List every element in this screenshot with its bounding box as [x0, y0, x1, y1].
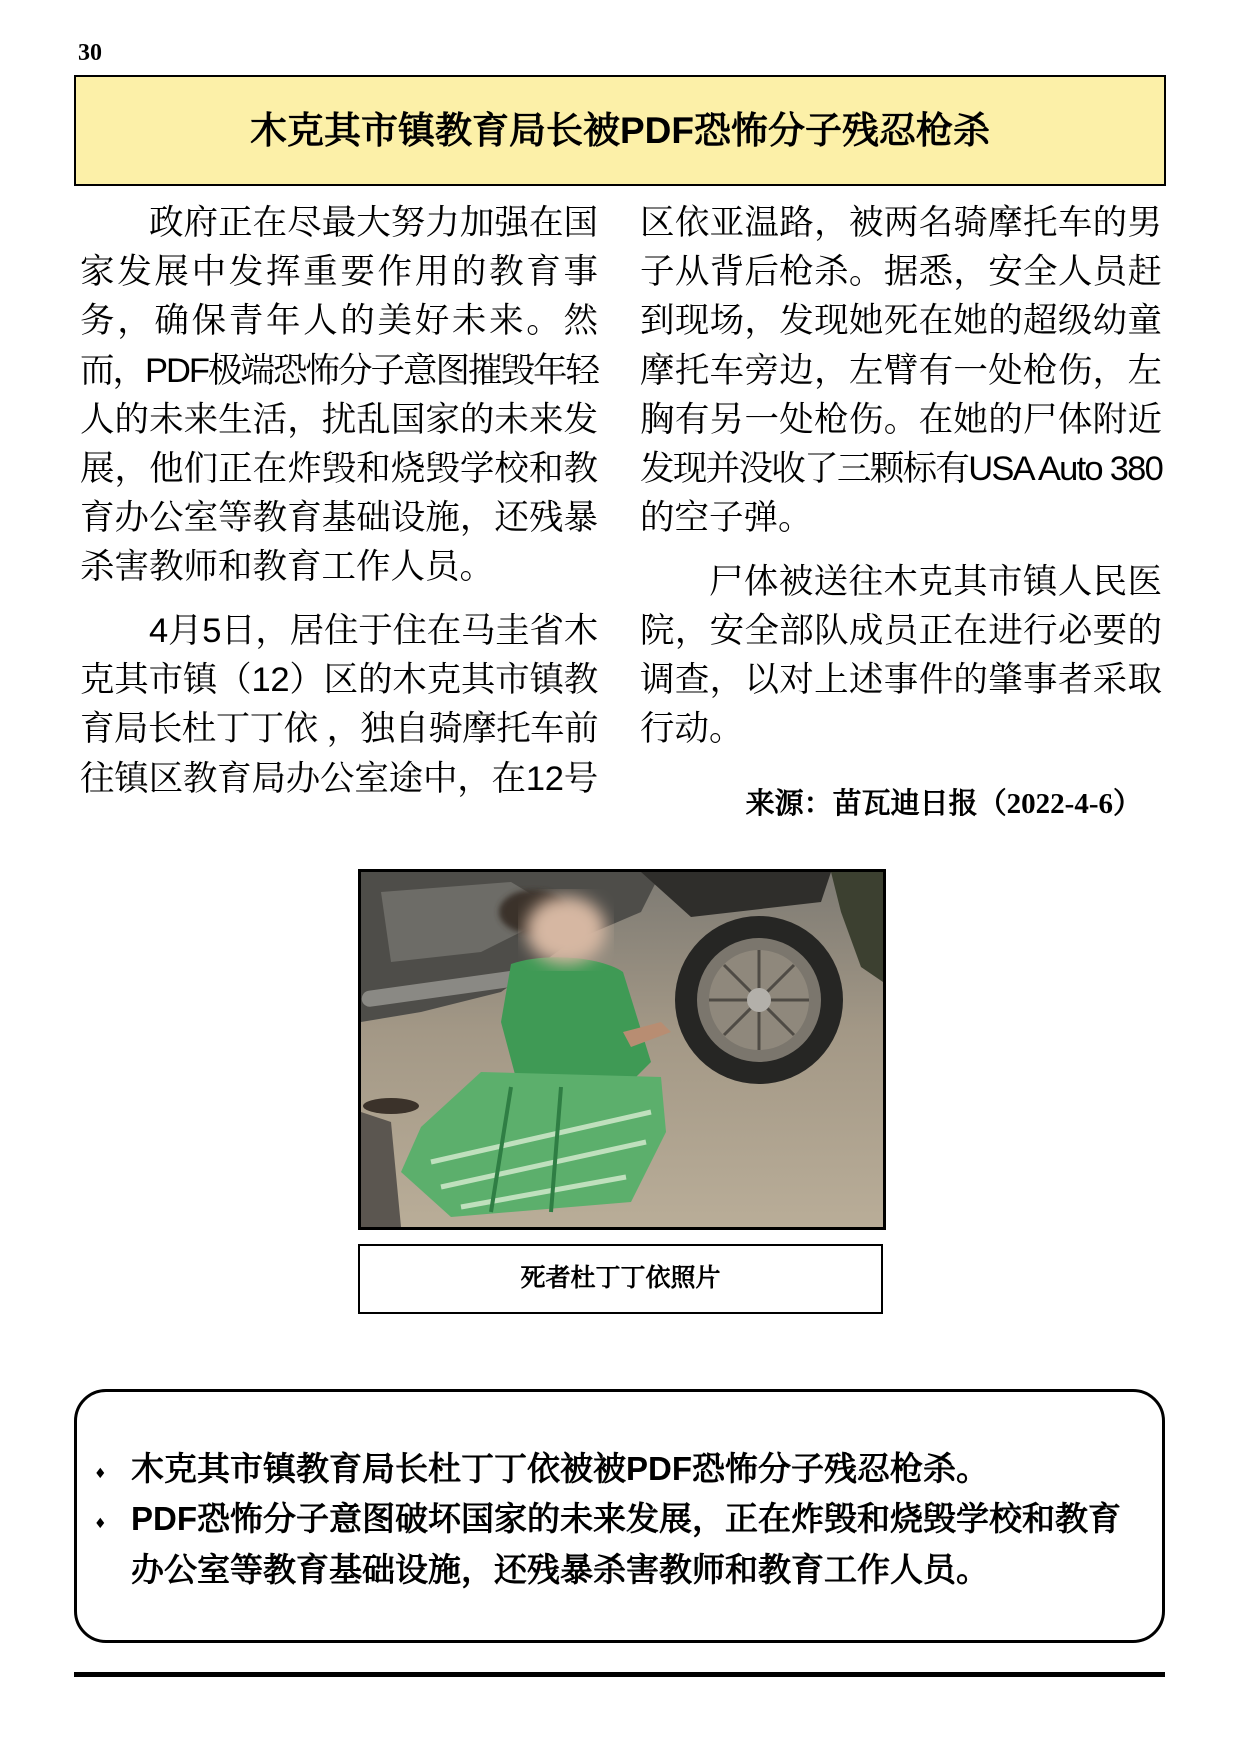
photo-caption: 死者杜丁丁依照片: [520, 1265, 721, 1292]
body-text-line: 胸有另一处枪伤。在她的尸体附近: [640, 400, 1162, 439]
body-text-line: 育局长杜丁丁依 ，独自骑摩托车前: [80, 710, 598, 749]
summary-bullet-line: 办公室等教育基础设施，还残暴杀害教师和教育工作人员。: [131, 1550, 989, 1588]
diamond-bullet-icon: [94, 1499, 131, 1600]
article-paragraph: [640, 199, 1162, 543]
motorcycle-wheel: [675, 916, 843, 1084]
body-text-line: 的空子弹。: [640, 499, 813, 538]
body-text-line: 育办公室等教育基础设施，还残暴: [80, 499, 598, 538]
body-text-line: 家发展中发挥重要作用的教育事: [80, 253, 598, 292]
sandal: [363, 1098, 419, 1114]
body-text-line: 克其市镇（12）区的木克其市镇教: [80, 661, 598, 700]
body-text-line: 杀害教师和教育工作人员。: [80, 548, 494, 587]
summary-bullet-line: PDF恐怖分子意图破坏国家的未来发展，正在炸毁和烧毁学校和教育: [131, 1500, 1121, 1538]
body-text-line: 院，安全部队成员正在进行必要的: [640, 612, 1162, 651]
body-text-line: 区依亚温路，被两名骑摩托车的男: [640, 204, 1162, 242]
summary-bullet: [94, 1494, 1160, 1595]
article-photo: [358, 869, 886, 1230]
summary-bullet-text: [131, 1494, 1160, 1595]
article-paragraph: [640, 558, 1162, 755]
article-right-column: [640, 199, 1162, 755]
summary-bullet-line: 木克其市镇教育局长杜丁丁依被被PDF恐怖分子残忍枪杀。: [131, 1450, 989, 1487]
summary-box: [74, 1389, 1165, 1643]
article-source: 来源：苗瓦迪日报（2022-4-6）: [745, 788, 1142, 820]
photo-caption-box: [358, 1244, 883, 1314]
photo-image: [361, 872, 883, 1227]
bottom-rule: [74, 1672, 1165, 1677]
summary-bullet: [94, 1444, 1160, 1494]
summary-list: [94, 1444, 1160, 1595]
body-text-line: 摩托车旁边，左臂有一处枪伤，左: [640, 351, 1162, 390]
summary-bullet-text: [131, 1444, 1160, 1494]
body-text-line: 到现场，发现她死在她的超级幼童: [640, 302, 1162, 341]
article-left-column: [80, 199, 598, 804]
page-number: 30: [78, 40, 102, 66]
body-text-line: 调查，以对上述事件的肇事者采取: [640, 661, 1162, 700]
body-text-line: 政府正在尽最大努力加强在国: [149, 204, 598, 242]
headline: 木克其市镇教育局长被PDF恐怖分子残忍枪杀: [250, 109, 990, 151]
body-text-line: 人的未来生活，扰乱国家的未来发: [80, 400, 598, 439]
body-text-line: 务，确保青年人的美好未来。然: [80, 302, 598, 341]
body-text-line: 4月5日，居住于住在马圭省木: [149, 612, 598, 651]
body-text-line: 而，PDF极端恐怖分子意图摧毁年轻: [80, 351, 598, 390]
diamond-bullet-icon: [94, 1449, 131, 1499]
body-text-line: 发现并没收了三颗标有USA Auto 380: [640, 449, 1162, 488]
article-paragraph: [80, 607, 598, 804]
article-paragraph: [80, 199, 598, 593]
headline-banner: [74, 75, 1166, 186]
body-text-line: 尸体被送往木克其市镇人民医: [709, 562, 1162, 601]
blurred-face: [526, 896, 606, 964]
body-text-line: 子从背后枪杀。据悉，安全人员赶: [640, 253, 1162, 292]
body-text-line: 行动。: [640, 710, 744, 749]
body-text-line: 往镇区教育局办公室途中，在12号: [80, 759, 598, 798]
body-text-line: 展，他们正在炸毁和烧毁学校和教: [80, 449, 598, 488]
